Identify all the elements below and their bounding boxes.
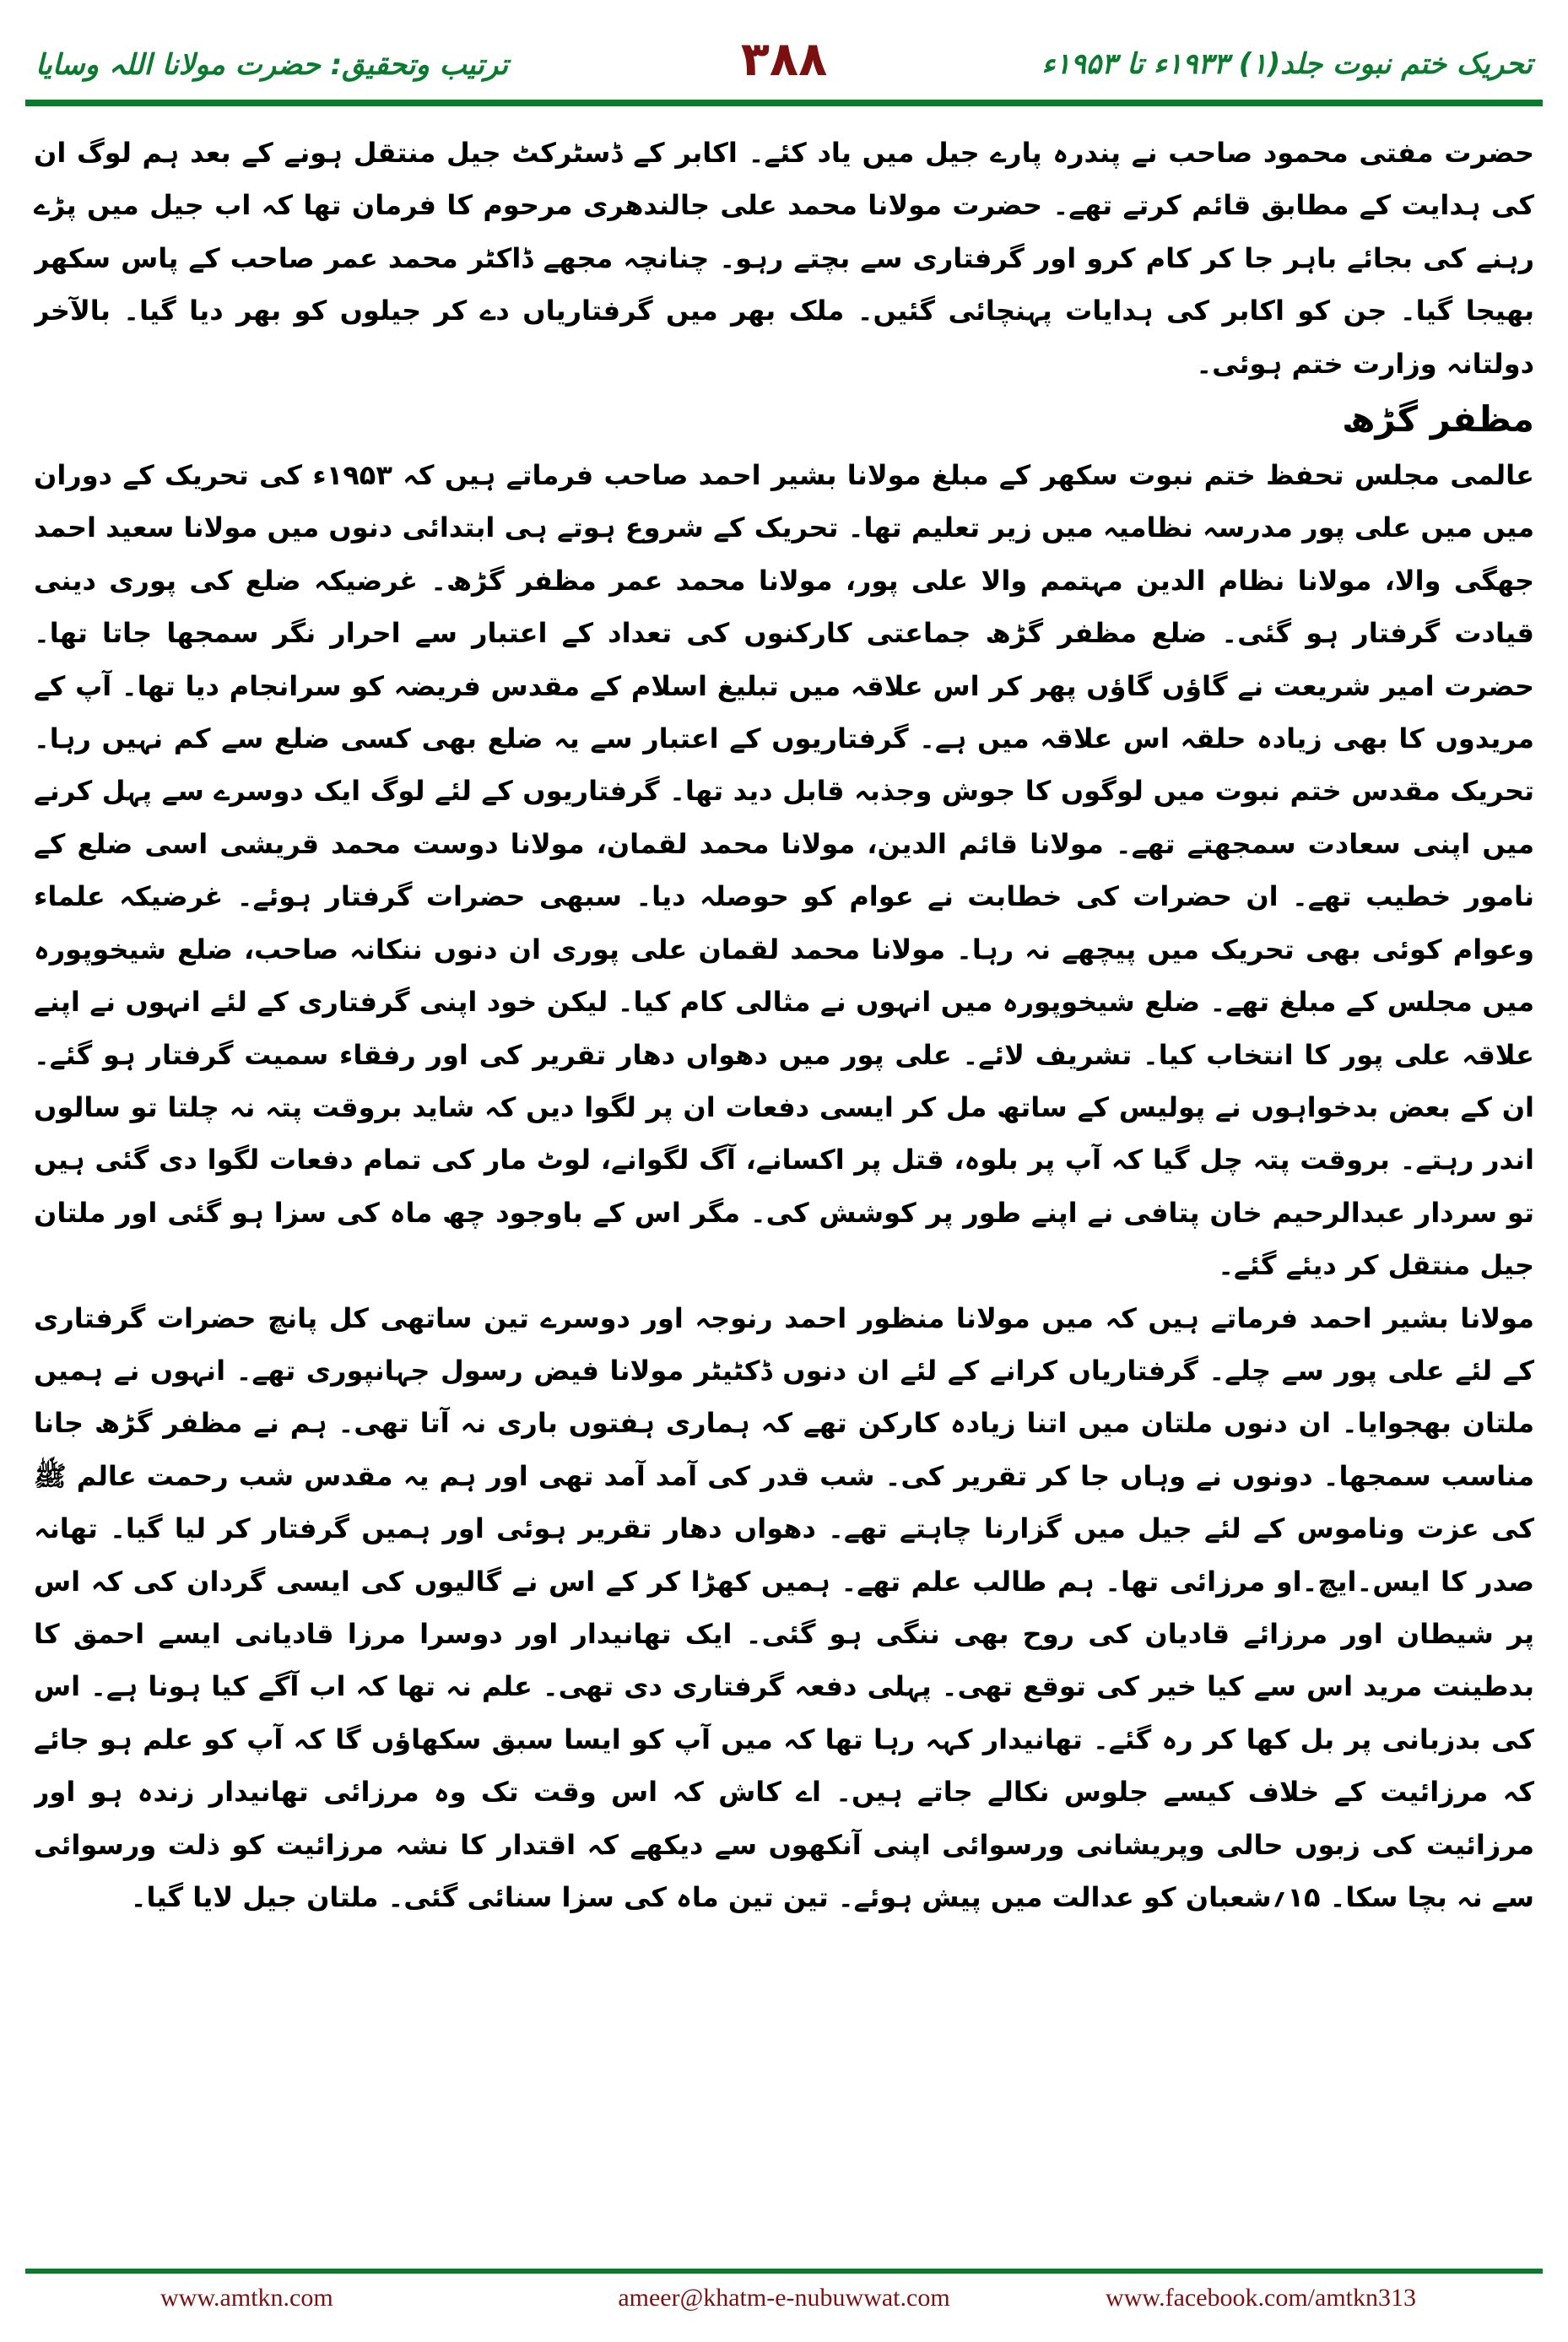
- header-divider: [25, 100, 1543, 106]
- email-link[interactable]: ameer@khatm-e-nubuwwat.com: [618, 2284, 950, 2312]
- paragraph-1: حضرت مفتی محمود صاحب نے پندرہ پارے جیل میں یاد کئے۔ اکابر کے ڈسٹرکٹ جیل منتقل ہونے کے بعد ہم لوگ ان کی ہدایت کے مطابق قائم کرتے تھے۔ حضرت مولانا محمد علی جالندھری مرحوم کا فرمان تھا کہ اب جیل میں پڑے رہنے کی بجائے باہر جا کر کام کرو اور گرفتاری سے بچتے رہو۔ چنانچہ مجھے ڈاکٹر محمد عمر صاحب کے پاس سکھر بھیجا گیا۔ جن کو اکابر کی ہدایات پہنچائی گئیں۔ ملک بھر میں گرفتاریاں دے کر جیلوں کو بھر دیا گیا۔ بالآخر دولتانہ وزارت ختم ہوئی۔: [34, 137, 1534, 380]
- footer-divider: [25, 2269, 1543, 2274]
- website-link[interactable]: www.amtkn.com: [160, 2284, 333, 2312]
- page-header: [25, 15, 1543, 100]
- page-number: ۳۸۸: [740, 32, 828, 87]
- book-title: تحریک ختم نبوت جلد(۱) ۱۹۳۳ء تا ۱۹۵۳ء: [1041, 47, 1533, 81]
- compiler-credit: ترتیب وتحقیق: حضرت مولانا اللہ وسایا: [35, 48, 509, 82]
- paragraph-3: مولانا بشیر احمد فرماتے ہیں کہ میں مولانا منظور احمد رنوجہ اور دوسرے تین ساتھی کل پانچ حضرات گرفتاری کے لئے علی پور سے چلے۔ گرفتاریاں کرانے کے لئے ان دنوں ڈکٹیٹر مولانا فیض رسول جہانپوری تھے۔ انہوں نے ہمیں ملتان بھجوایا۔ ان دنوں ملتان میں اتنا زیادہ کارکن تھے کہ ہماری ہفتوں باری نہ آتا تھی۔ ہم نے مظفر گڑھ جانا مناسب سمجھا۔ دونوں نے وہاں جا کر تقریر کی۔ شب قدر کی آمد آمد تھی اور ہم یہ مقدس شب رحمت عالم ﷺ کی عزت وناموس کے لئے جیل میں گزارنا چاہتے تھے۔ دھواں دھار تقریر ہوئی اور ہمیں گرفتار کر لیا گیا۔ تھانہ صدر کا ایس۔ایچ۔او مرزائی تھا۔ ہم طالب علم تھے۔ ہمیں کھڑا کر کے اس نے گالیوں کی ایسی گردان کی کہ اس پر شیطان اور مرزائے قادیان کی روح بھی ننگی ہو گئی۔ ایک تھانیدار اور دوسرا مرزا قادیانی ایسے احمق کا بدطینت مرید اس سے کیا خیر کی توقع تھی۔ پہلی دفعہ گرفتاری دی تھی۔ علم نہ تھا کہ اب آگے کیا ہونا ہے۔ اس کی بدزبانی پر بل کھا کر رہ گئے۔ تھانیدار کہہ رہا تھا کہ میں آپ کو ایسا سبق سکھاؤں گا کہ آپ کو علم ہو جائے کہ مرزائیت کے خلاف کیسے جلوس نکالے جاتے ہیں۔ اے کاش کہ اس وقت تک وہ مرزائی تھانیدار زندہ ہو اور مرزائیت کی زبوں حالی وپریشانی ورسوائی اپنی آنکھوں سے دیکھے کہ اقتدار کا نشہ مرزائیت کو ذلت ورسوائی سے نہ بچا سکا۔ ۱۵؍شعبان کو عدالت میں پیش ہوئے۔ تین تین ماہ کی سزا سنائی گئی۔ ملتان جیل لایا گیا۔: [34, 1301, 1534, 1913]
- page-footer: [25, 2279, 1543, 2321]
- paragraph-2: عالمی مجلس تحفظ ختم نبوت سکھر کے مبلغ مولانا بشیر احمد صاحب فرماتے ہیں کہ ۱۹۵۳ء کی تحریک کے دوران میں میں علی پور مدرسہ نظامیہ میں زیر تعلیم تھا۔ تحریک کے شروع ہوتے ہی ابتدائی دنوں میں مولانا سعید احمد جھگی والا، مولانا نظام الدین مہتمم والا علی پور، مولانا محمد عمر مظفر گڑھ۔ غرضیکہ ضلع کی پوری دینی قیادت گرفتار ہو گئی۔ ضلع مظفر گڑھ جماعتی کارکنوں کی تعداد کے اعتبار سے احرار نگر سمجھا جاتا تھا۔ حضرت امیر شریعت نے گاؤں گاؤں پھر کر اس علاقہ میں تبلیغ اسلام کے مقدس فریضہ کو سرانجام دیا تھا۔ آپ کے مریدوں کا بھی زیادہ حلقہ اس علاقہ میں ہے۔ گرفتاریوں کے اعتبار سے یہ ضلع بھی کسی ضلع سے کم نہیں رہا۔ تحریک مقدس ختم نبوت میں لوگوں کا جوش وجذبہ قابل دید تھا۔ گرفتاریوں کے لئے لوگ ایک دوسرے سے پہل کرنے میں اپنی سعادت سمجھتے تھے۔ مولانا قائم الدین، مولانا محمد لقمان، مولانا دوست محمد قریشی اسی ضلع کے نامور خطیب تھے۔ ان حضرات کی خطابت نے عوام کو حوصلہ دیا۔ سبھی حضرات گرفتار ہوئے۔ غرضیکہ علماء وعوام کوئی بھی تحریک میں پیچھے نہ رہا۔ مولانا محمد لقمان علی پوری ان دنوں ننکانہ صاحب، ضلع شیخوپورہ میں مجلس کے مبلغ تھے۔ ضلع شیخوپورہ میں انہوں نے مثالی کام کیا۔ لیکن خود اپنی گرفتاری کے لئے انہوں نے اپنے علاقہ علی پور کا انتخاب کیا۔ تشریف لائے۔ علی پور میں دھواں دھار تقریر کی اور رفقاء سمیت گرفتار ہو گئے۔ ان کے بعض بدخواہوں نے پولیس کے ساتھ مل کر ایسی دفعات ان پر لگوا دیں کہ شاید بروقت پتہ نہ چلتا تو سالوں اندر رہتے۔ بروقت پتہ چل گیا کہ آپ پر بلوہ، قتل پر اکسانے، آگ لگوانے، لوٹ مار کی تمام دفعات لگوا دی گئی ہیں تو سردار عبدالرحیم خان پتافی نے اپنے طور پر کوشش کی۔ مگر اس کے باوجود چھ ماہ کی سزا ہو گئی اور ملتان جیل منتقل کر دیئے گئے۔: [34, 459, 1534, 1282]
- page-body: [34, 127, 1534, 2228]
- section-heading-muzaffargarh: مظفر گڑھ: [1342, 398, 1534, 441]
- facebook-link[interactable]: www.facebook.com/amtkn313: [1106, 2284, 1416, 2312]
